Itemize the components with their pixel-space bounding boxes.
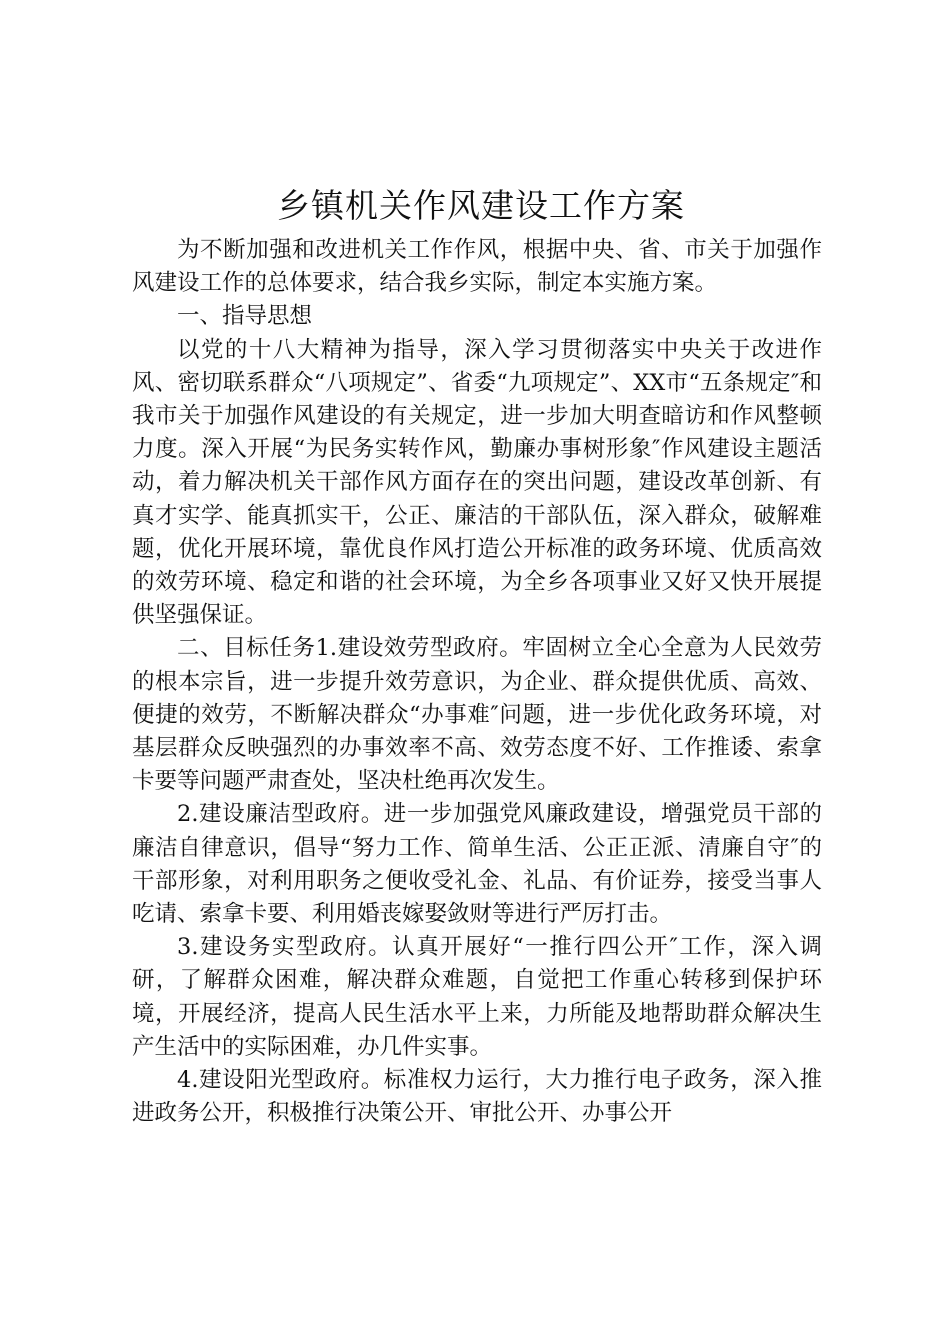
paragraph-target-clean: 2.建设廉洁型政府。进一步加强党风廉政建设，增强党员干部的廉洁自律意识，倡导“努力工作、简单生活、公正正派、清廉自守″的干部形象，对利用职务之便收受礼金、礼品、有价证券，接受当事人吃请、索拿卡要、利用婚丧嫁娶敛财等进行严厉打击。 <box>132 801 822 928</box>
paragraph-guiding-ideology: 以党的十八大精神为指导，深入学习贯彻落实中央关于改进作风、密切联系群众“八项规定”、省委“九项规定”、XX市“五条规定″和我市关于加强作风建设的有关规定，进一步加大明查暗访和作风整顿力度。深入开展“为民务实转作风，勤廉办事树形象″作风建设主题活动，着力解决机关干部作风方面存在的突出问题，建设改革创新、有真才实学、能真抓实干，公正、廉洁的干部队伍，深入群众，破解难题，优化开展环境，靠优良作风打造公开标准的政务环境、优质高效的效劳环境、稳定和谐的社会环境，为全乡各项事业又好又快开展提供坚强保证。 <box>132 336 822 629</box>
section-heading-guiding-ideology: 一、指导思想 <box>177 303 313 330</box>
document-page <box>132 180 822 1130</box>
paragraph-target-transparent: 4.建设阳光型政府。标准权力运行，大力推行电子政务，深入推进政务公开，积极推行决策公开、审批公开、办事公开 <box>132 1067 822 1127</box>
paragraph-intro: 为不断加强和改进机关工作作风，根据中央、省、市关于加强作风建设工作的总体要求，结合我乡实际，制定本实施方案。 <box>132 237 822 297</box>
paragraph-target-service: 二、目标任务1.建设效劳型政府。牢固树立全心全意为人民效劳的根本宗旨，进一步提升效劳意识，为企业、群众提供优质、高效、便捷的效劳，不断解决群众“办事难″问题，进一步优化政务环境，对基层群众反映强烈的办事效率不高、效劳态度不好、工作推诿、索拿卡要等问题严肃查处，坚决杜绝再次发生。 <box>132 635 822 795</box>
document-title: 乡镇机关作风建设工作方案 <box>277 186 685 225</box>
paragraph-target-pragmatic: 3.建设务实型政府。认真开展好“一推行四公开″工作，深入调研，了解群众困难，解决群众难题，自觉把工作重心转移到保护环境，开展经济，提高人民生活水平上来，力所能及地帮助群众解决生产生活中的实际困难，办几件实事。 <box>132 934 822 1060</box>
